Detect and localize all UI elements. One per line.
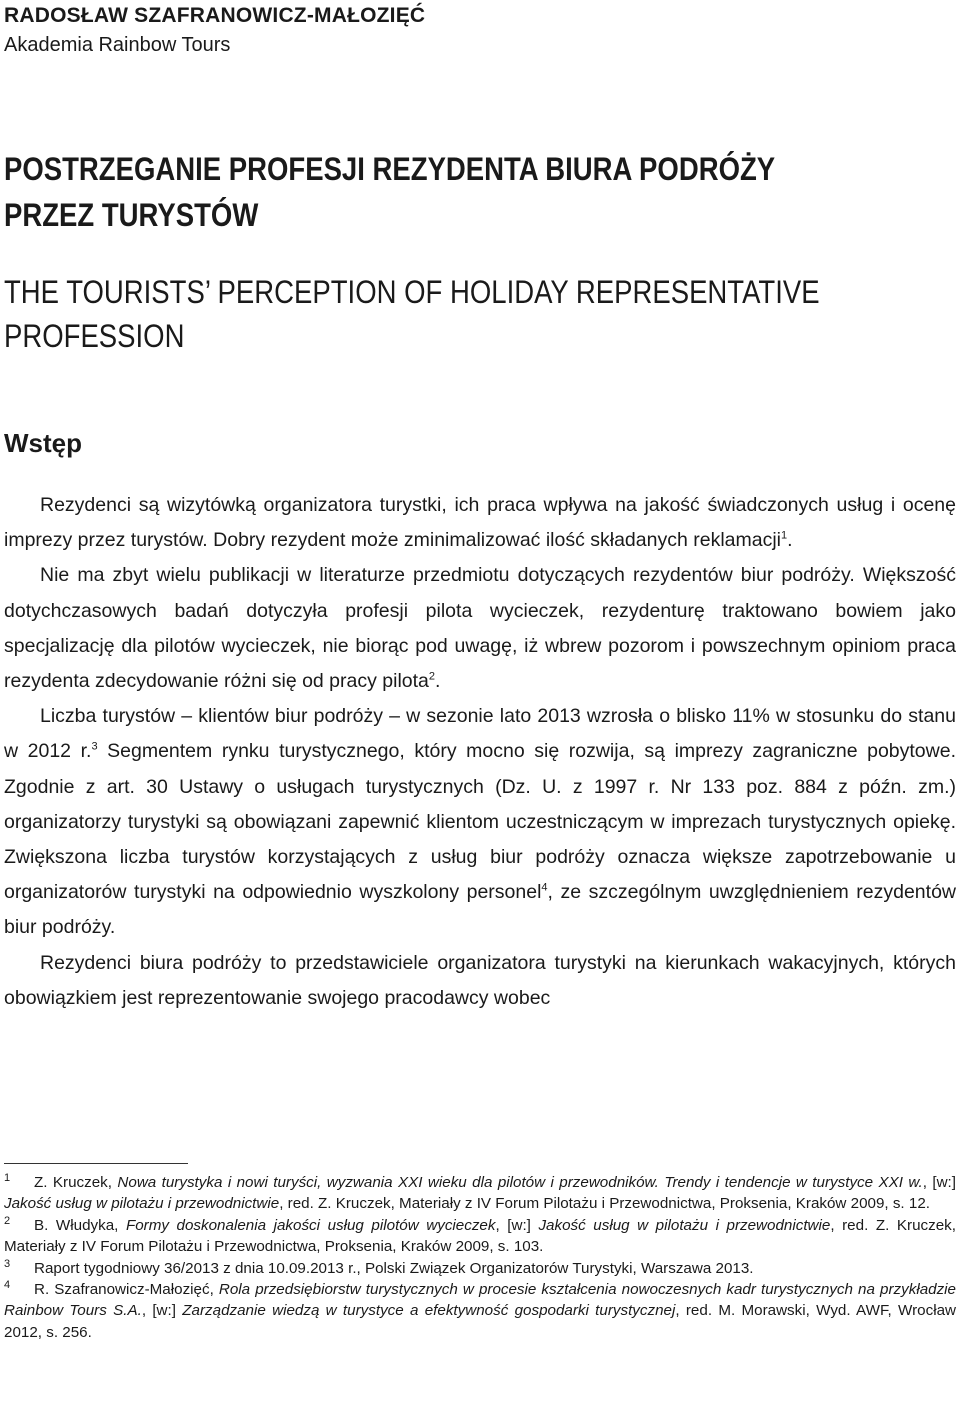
title-line-2: PRZEZ TURYSTÓW xyxy=(4,197,259,233)
title-line-1: POSTRZEGANIE PROFESJI REZYDENTA BIURA PODRÓŻY xyxy=(4,151,776,187)
article-title-english xyxy=(4,270,821,358)
footnote-1: 1 Z. Kruczek, Nowa turystyka i nowi turyści, wyzwania XXI wieku dla pilotów i przewodników. Trendy i tendencje w turystyce XXI w., [w:] Jakość usług w pilotażu i przewodnictwie, red. Z. Kruczek, Materiały z IV Forum Pilotażu i Przewodnictwa, Proksenia, Kraków 2009, s. 12. xyxy=(4,1171,956,1213)
footnote-title: Rola przedsiębiorstw turystycznych w procesie kształcenia nowoczesnych kadr turystycznych na przykładzie Rainbow Tours S.A. xyxy=(4,1281,957,1320)
author-name: RADOSŁAW SZAFRANOWICZ-MAŁOZIĘĆ xyxy=(4,4,426,27)
footnote-4: 4 R. Szafranowicz-Małozięć, Rola przedsiębiorstw turystycznych w procesie kształcenia nowoczesnych kadr turystycznych na przykładzie Rainbow Tours S.A., [w:] Zarządzanie wiedzą w turystyce a efektywność gospodarki turystycznej, red. M. Morawski, Wyd. AWF, Wrocław 2012, s. 256. xyxy=(4,1278,957,1341)
paragraph-2-text: Nie ma zbyt wielu publikacji w literaturze przedmiotu dotyczących rezydentów biur podróży. Większość dotychczasowych badań dotyczyła profesji pilota wycieczek, rezydenturę traktowano bowiem jako specjalizację dla pilotów wycieczek, nie biorąc pod uwagę, iż wbrew pozorom i powszechnym opiniom praca rezydenta zdecydowanie różni się od pracy pilota xyxy=(4,564,956,693)
footnote-ref-4: 4 xyxy=(541,881,548,894)
footnote-text: Raport tygodniowy 36/2013 z dnia 10.09.2013 r., Polski Związek Organizatorów Turystyki, Warszawa 2013. xyxy=(34,1259,754,1277)
body-text xyxy=(4,488,956,1016)
subtitle-line-1: THE TOURISTS’ PERCEPTION OF HOLIDAY REPRESENTATIVE xyxy=(4,274,820,310)
footnote-text: , [w:] xyxy=(141,1302,183,1320)
paragraph-1-text: Rezydenci są wizytówką organizatora turystki, ich praca wpływa na jakość świadczonych usług i ocenę imprezy przez turystów. Dobry rezydent może zminimalizować ilość składanych reklamacji xyxy=(4,494,956,552)
footnote-ref-1: 1 xyxy=(781,529,788,542)
footnote-title: Formy doskonalenia jakości usług pilotów wycieczek xyxy=(125,1216,496,1234)
subtitle-line-2: PROFESSION xyxy=(4,318,185,354)
paragraph-4: Rezydenci biura podróży to przedstawiciele organizatora turystyki na kierunkach wakacyjnych, których obowiązkiem jest reprezentowanie swojego pracodawcy wobec xyxy=(4,951,956,1009)
paragraph-3-text-2: Segmentem rynku turystycznego, który mocno się rozwija, są imprezy zagraniczne pobytowe. Zgodnie z art. 30 Ustawy o usługach turystycznych (Dz. U. z 1997 r. Nr 133 poz. 884 z późn. zm.) organizatorzy turystyki są obowiązani zapewnić klientom uczestniczącym w imprezach turystycznych opiekę. Zwiększona liczba turystów korzystających z usług biur podróży oznacza większe zapotrzebowanie u organizatorów turystyki na odpowiednio wyszkolony personel xyxy=(4,740,957,904)
footnote-text: , red. Z. Kruczek, Materiały z IV Forum Pilotażu i Przewodnictwa, Proksenia, Kraków 2009, s. 12. xyxy=(279,1195,930,1213)
paragraph-3-text: Liczba turystów – klientów biur podróży – w sezonie lato 2013 wzrosła o blisko 11% w stosunku do stanu w 2012 r. xyxy=(4,705,956,763)
section-heading: Wstęp xyxy=(4,428,82,458)
paragraph-1 xyxy=(4,488,956,558)
paragraph-3 xyxy=(4,699,956,945)
footnote-title: Jakość usług w pilotażu i przewodnictwie xyxy=(538,1216,831,1234)
paragraph-1-end: . xyxy=(787,529,793,552)
footnote-3: 3 Raport tygodniowy 36/2013 z dnia 10.09.2013 r., Polski Związek Organizatorów Turystyki, Warszawa 2013. xyxy=(4,1257,754,1277)
footnote-separator xyxy=(4,1163,188,1164)
footnote-title: Jakość usług w pilotażu i przewodnictwie xyxy=(4,1195,280,1213)
footnote-text: , [w:] xyxy=(922,1174,956,1191)
footnotes xyxy=(4,1172,956,1343)
footnote-text: R. Szafranowicz-Małozięć, xyxy=(34,1281,219,1299)
article-title-polish xyxy=(4,146,821,238)
paragraph-2 xyxy=(4,558,956,699)
footnote-text: , red. Z. Kruczek, Materiały z IV Forum Pilotażu i Przewodnictwa, Proksenia, Kraków 2009, s. 103. xyxy=(4,1216,956,1256)
footnote-text: , [w:] xyxy=(495,1216,539,1234)
author-affiliation: Akademia Rainbow Tours xyxy=(4,34,231,56)
footnote-ref-3: 3 xyxy=(91,740,98,753)
footnote-text: B. Włudyka, xyxy=(34,1216,126,1234)
paragraph-2-end: . xyxy=(435,670,441,693)
footnote-2: 2 B. Włudyka, Formy doskonalenia jakości usług pilotów wycieczek, [w:] Jakość usług w pilotażu i przewodnictwie, red. Z. Kruczek, Materiały z IV Forum Pilotażu i Przewodnictwa, Proksenia, Kraków 2009, s. 103. xyxy=(4,1214,956,1256)
footnote-title: Nowa turystyka i nowi turyści, wyzwania XXI wieku dla pilotów i przewodników. Trendy i tendencje w turystyce XXI w. xyxy=(117,1174,923,1191)
footnote-text: Z. Kruczek, xyxy=(34,1174,118,1191)
footnote-text: , red. M. Morawski, Wyd. AWF, Wrocław 2012, s. 256. xyxy=(4,1302,956,1341)
footnote-ref-2: 2 xyxy=(428,670,436,683)
paragraph-3-text-3: , ze szczególnym uwzględnieniem rezydentów biur podróży. xyxy=(4,881,956,939)
footnote-title: Zarządzanie wiedzą w turystyce a efektywność gospodarki turystycznej xyxy=(182,1302,676,1320)
